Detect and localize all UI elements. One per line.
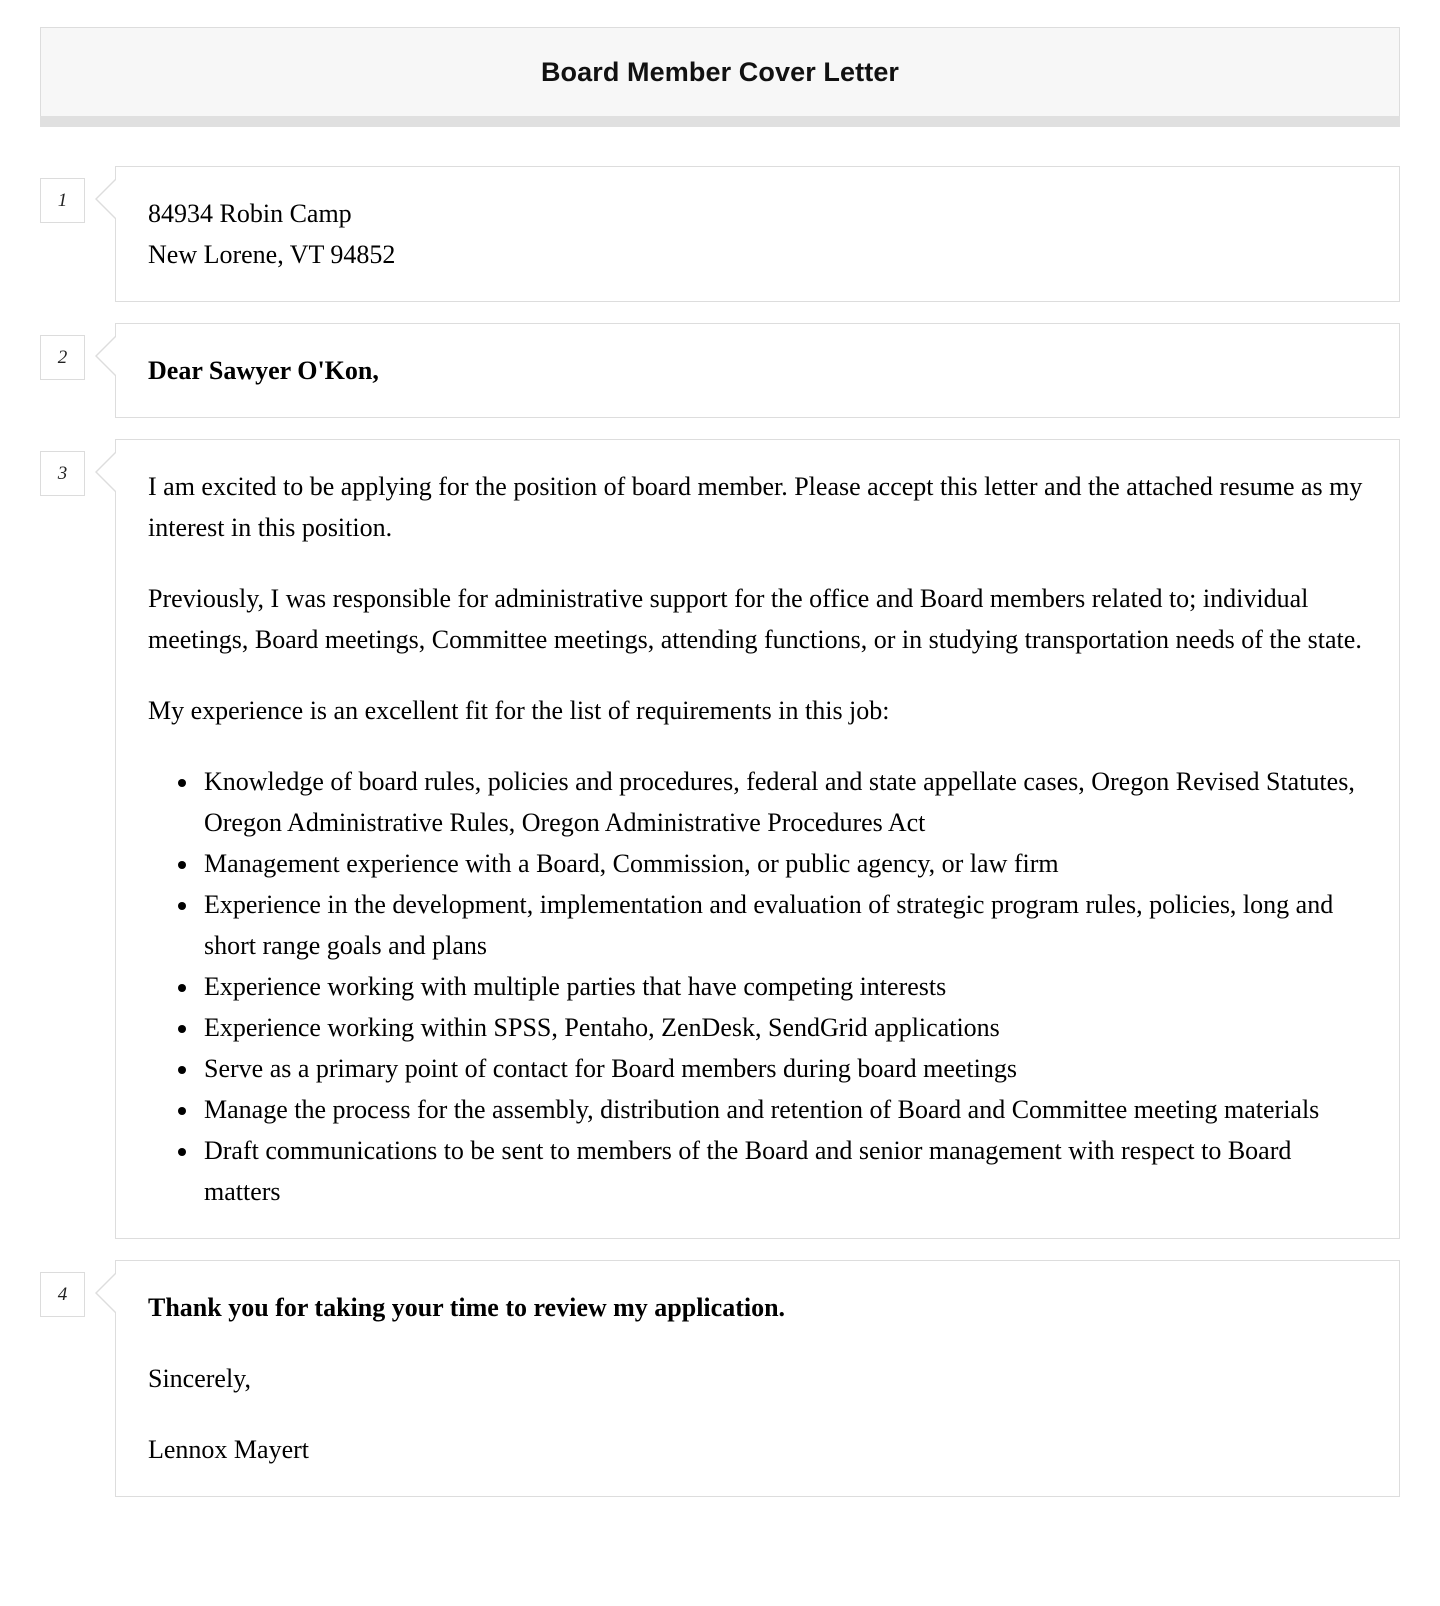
salutation-bubble[interactable] (115, 323, 1400, 418)
address-paragraph (148, 193, 1369, 275)
document-header (40, 27, 1400, 116)
signoff-line: Sincerely, (148, 1364, 251, 1393)
salutation-block-row (40, 323, 1400, 418)
list-item: • Experience working within SPSS, Pentaho, ZenDesk, SendGrid applications (200, 1007, 1369, 1048)
body-paragraph-3: My experience is an excellent fit for the list of requirements in this job: (148, 696, 890, 725)
block-number-badge-2[interactable]: 2 (40, 335, 85, 380)
block-number-badge-3[interactable]: 3 (40, 451, 85, 496)
block-number-badge-1[interactable]: 1 (40, 178, 85, 223)
salutation-line: Dear Sawyer O'Kon, (148, 356, 379, 385)
list-item: • Knowledge of board rules, policies and procedures, federal and state appellate cases, Oregon Revised Statutes, Oregon Administrative Rules, Oregon Administrative Procedures Act (200, 761, 1369, 843)
address-line-1: 84934 Robin Camp (148, 199, 352, 228)
list-item: • Experience in the development, implementation and evaluation of strategic program rules, policies, long and short range goals and plans (200, 884, 1369, 966)
address-block-row (40, 166, 1400, 302)
block-list (0, 166, 1440, 1497)
page-title: Board Member Cover Letter (540, 56, 900, 87)
body-paragraph-2: Previously, I was responsible for administrative support for the office and Board members related to; individual meetings, Board meetings, Committee meetings, attending functions, or in studying transportation needs of the state. (148, 584, 1362, 654)
closing-text (148, 1287, 1369, 1470)
block-number-badge-4[interactable]: 4 (40, 1272, 85, 1317)
list-item: • Serve as a primary point of contact for Board members during board meetings (200, 1048, 1369, 1089)
closing-bubble[interactable] (115, 1260, 1400, 1497)
requirements-list (148, 761, 1369, 1212)
list-item: • Manage the process for the assembly, distribution and retention of Board and Committee meeting materials (200, 1089, 1369, 1130)
address-bubble-wrapper (115, 166, 1400, 302)
body-text (148, 466, 1369, 1212)
body-bubble[interactable] (115, 439, 1400, 1239)
address-bubble[interactable] (115, 166, 1400, 302)
cover-letter-page (0, 27, 1440, 1497)
list-item: • Draft communications to be sent to members of the Board and senior management with respect to Board matters (200, 1130, 1369, 1212)
salutation-text (148, 350, 1369, 391)
list-item: • Experience working with multiple parties that have competing interests (200, 966, 1369, 1007)
closing-bubble-wrapper (115, 1260, 1400, 1497)
address-text (148, 193, 1369, 275)
body-block-row (40, 439, 1400, 1239)
signature-line: Lennox Mayert (148, 1435, 310, 1464)
body-paragraph-1: I am excited to be applying for the position of board member. Please accept this letter and the attached resume as my interest in this position. (148, 472, 1363, 542)
list-item: • Management experience with a Board, Commission, or public agency, or law firm (200, 843, 1369, 884)
body-bubble-wrapper (115, 439, 1400, 1239)
address-line-2: New Lorene, VT 94852 (148, 240, 396, 269)
salutation-bubble-wrapper (115, 323, 1400, 418)
thank-you-line: Thank you for taking your time to review my application. (148, 1293, 786, 1322)
header-divider (40, 116, 1400, 127)
closing-block-row (40, 1260, 1400, 1497)
